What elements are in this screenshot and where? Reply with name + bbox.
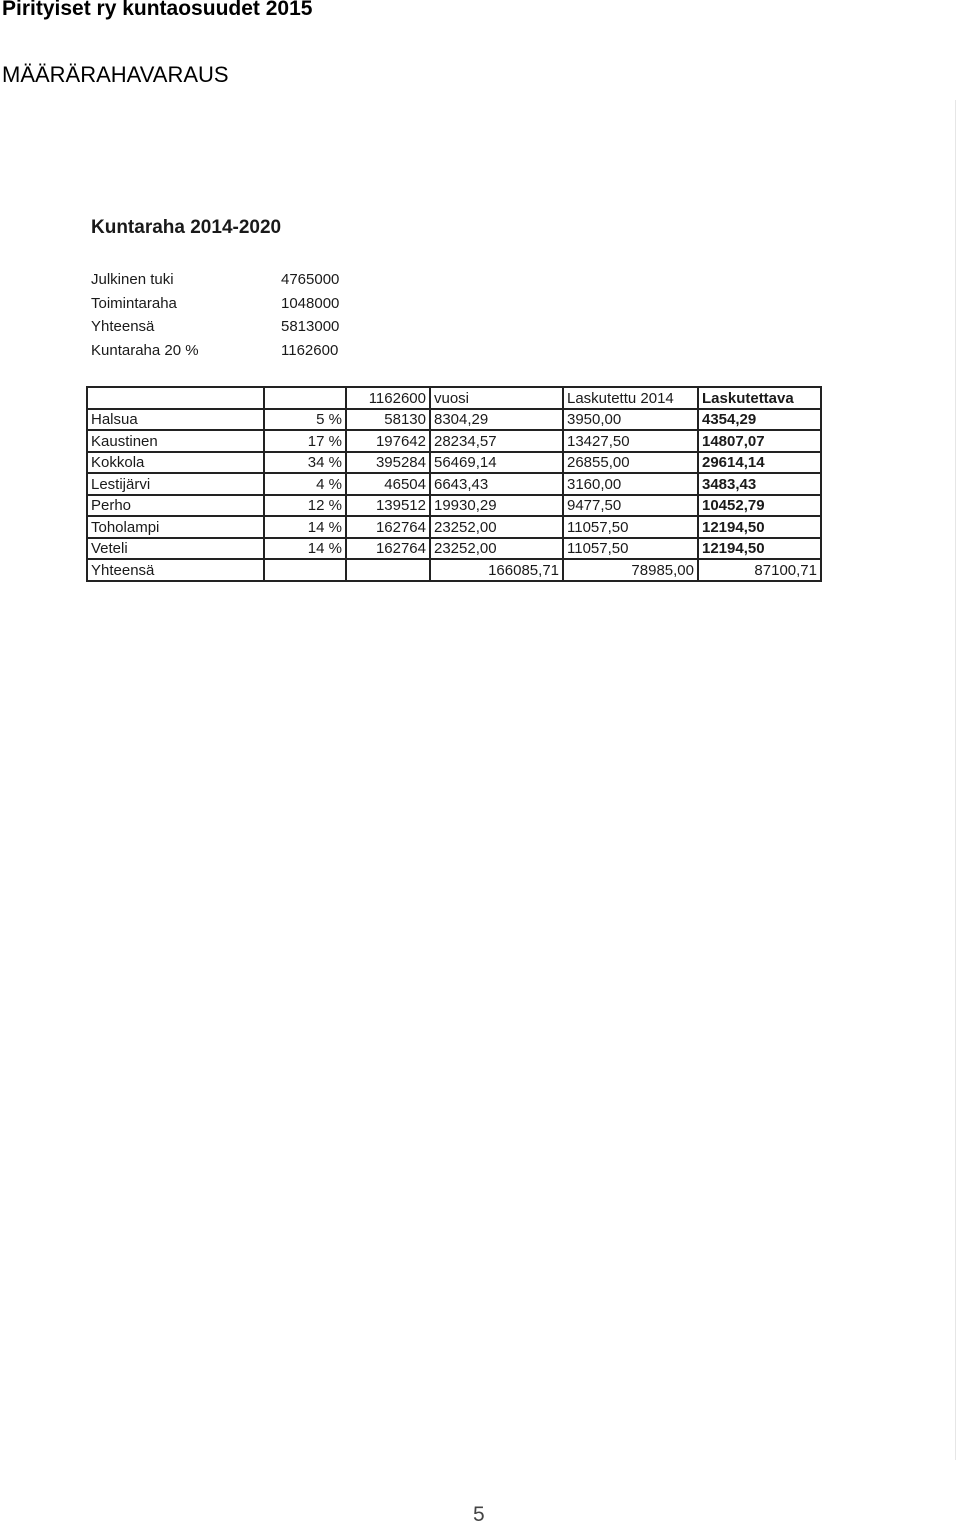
invoiced-amount: 9477,50 bbox=[563, 495, 698, 517]
summary-row bbox=[91, 292, 339, 316]
to-invoice-amount: 14807,07 bbox=[698, 430, 821, 452]
municipality-name: Halsua bbox=[87, 409, 264, 431]
header-cell-name bbox=[87, 387, 264, 409]
table-row bbox=[87, 516, 821, 538]
summary-value: 1162600 bbox=[281, 341, 339, 359]
table-row bbox=[87, 452, 821, 474]
header-cell-year: vuosi bbox=[430, 387, 563, 409]
total-percent bbox=[264, 559, 346, 581]
to-invoice-amount: 10452,79 bbox=[698, 495, 821, 517]
to-invoice-amount: 12194,50 bbox=[698, 538, 821, 560]
share-amount: 395284 bbox=[346, 452, 430, 474]
to-invoice-amount: 4354,29 bbox=[698, 409, 821, 431]
share-percent: 12 % bbox=[264, 495, 346, 517]
yearly-amount: 6643,43 bbox=[430, 473, 563, 495]
total-label: Yhteensä bbox=[87, 559, 264, 581]
table-row bbox=[87, 430, 821, 452]
share-amount: 139512 bbox=[346, 495, 430, 517]
table-row bbox=[87, 538, 821, 560]
summary-label: Yhteensä bbox=[91, 318, 155, 336]
total-invoiced-amount: 78985,00 bbox=[563, 559, 698, 581]
municipality-name: Veteli bbox=[87, 538, 264, 560]
share-amount: 58130 bbox=[346, 409, 430, 431]
total-share bbox=[346, 559, 430, 581]
summary-row bbox=[91, 268, 339, 292]
share-amount: 162764 bbox=[346, 516, 430, 538]
share-amount: 46504 bbox=[346, 473, 430, 495]
table-header-row bbox=[87, 387, 821, 409]
table-row bbox=[87, 409, 821, 431]
summary-row bbox=[91, 315, 339, 339]
share-percent: 14 % bbox=[264, 538, 346, 560]
header-cell-share: 1162600 bbox=[346, 387, 430, 409]
share-amount: 162764 bbox=[346, 538, 430, 560]
funding-summary bbox=[91, 268, 339, 362]
summary-label: Julkinen tuki bbox=[91, 271, 174, 289]
to-invoice-amount: 12194,50 bbox=[698, 516, 821, 538]
invoiced-amount: 3160,00 bbox=[563, 473, 698, 495]
yearly-amount: 8304,29 bbox=[430, 409, 563, 431]
to-invoice-amount: 29614,14 bbox=[698, 452, 821, 474]
municipality-name: Perho bbox=[87, 495, 264, 517]
share-percent: 5 % bbox=[264, 409, 346, 431]
municipality-name: Kaustinen bbox=[87, 430, 264, 452]
invoiced-amount: 13427,50 bbox=[563, 430, 698, 452]
document-title: Pirityiset ry kuntaosuudet 2015 bbox=[2, 0, 313, 20]
summary-label: Kuntaraha 20 % bbox=[91, 341, 199, 359]
summary-label: Toimintaraha bbox=[91, 294, 177, 312]
table-row bbox=[87, 473, 821, 495]
share-percent: 34 % bbox=[264, 452, 346, 474]
invoiced-amount: 11057,50 bbox=[563, 516, 698, 538]
municipality-name: Lestijärvi bbox=[87, 473, 264, 495]
header-cell-invoiced: Laskutettu 2014 bbox=[563, 387, 698, 409]
share-percent: 14 % bbox=[264, 516, 346, 538]
section-heading: MÄÄRÄRAHAVARAUS bbox=[2, 62, 229, 87]
municipality-share-table bbox=[86, 386, 822, 582]
to-invoice-amount: 3483,43 bbox=[698, 473, 821, 495]
share-percent: 17 % bbox=[264, 430, 346, 452]
total-yearly-amount: 166085,71 bbox=[430, 559, 563, 581]
summary-value: 4765000 bbox=[281, 271, 340, 289]
municipality-name: Toholampi bbox=[87, 516, 264, 538]
invoiced-amount: 26855,00 bbox=[563, 452, 698, 474]
yearly-amount: 19930,29 bbox=[430, 495, 563, 517]
summary-value: 1048000 bbox=[281, 294, 340, 312]
page-number: 5 bbox=[473, 1503, 485, 1526]
header-cell-to-invoice: Laskutettava bbox=[698, 387, 821, 409]
yearly-amount: 23252,00 bbox=[430, 516, 563, 538]
yearly-amount: 28234,57 bbox=[430, 430, 563, 452]
yearly-amount: 23252,00 bbox=[430, 538, 563, 560]
summary-row bbox=[91, 339, 339, 363]
yearly-amount: 56469,14 bbox=[430, 452, 563, 474]
share-percent: 4 % bbox=[264, 473, 346, 495]
total-to-invoice-amount: 87100,71 bbox=[698, 559, 821, 581]
scan-title: Kuntaraha 2014-2020 bbox=[91, 217, 282, 238]
summary-value: 5813000 bbox=[281, 318, 340, 336]
municipality-name: Kokkola bbox=[87, 452, 264, 474]
share-amount: 197642 bbox=[346, 430, 430, 452]
table-total-row bbox=[87, 559, 821, 581]
table-row bbox=[87, 495, 821, 517]
header-cell-percent bbox=[264, 387, 346, 409]
invoiced-amount: 11057,50 bbox=[563, 538, 698, 560]
invoiced-amount: 3950,00 bbox=[563, 409, 698, 431]
